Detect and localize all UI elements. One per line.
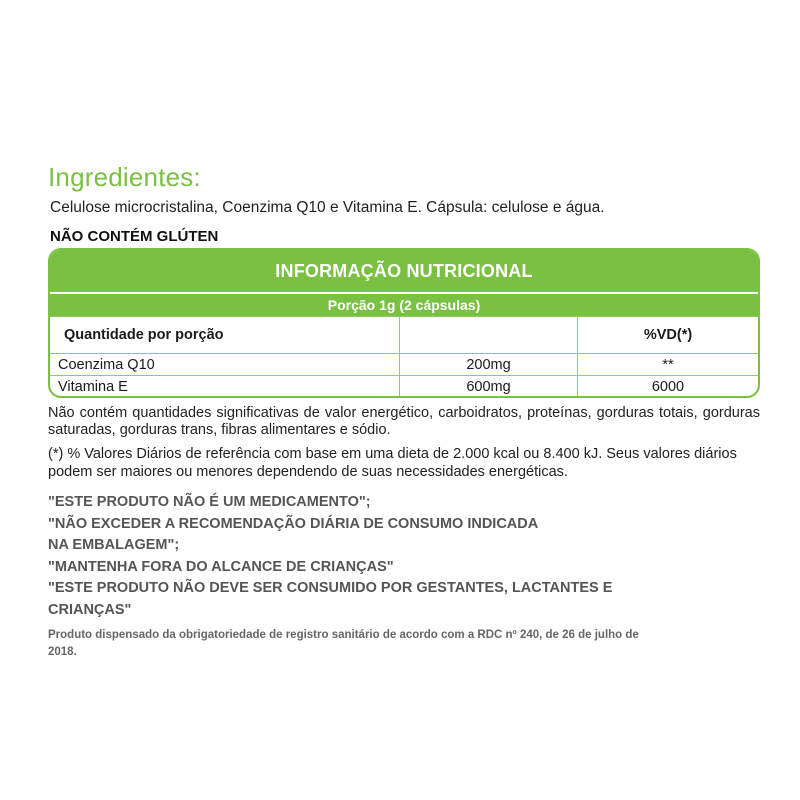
nutrition-title: INFORMAÇÃO NUTRICIONAL xyxy=(50,250,758,292)
warning-line: "ESTE PRODUTO NÃO DEVE SER CONSUMIDO POR GESTANTES, LACTANTES E xyxy=(48,580,613,596)
nutrient-name: Coenzima Q10 xyxy=(58,357,155,373)
ingredients-text: Celulose microcristalina, Coenzima Q10 e Vitamina E. Cápsula: celulose e água. xyxy=(50,199,605,216)
gluten-notice: NÃO CONTÉM GLÚTEN xyxy=(50,228,219,245)
nutrient-name: Vitamina E xyxy=(58,379,128,395)
nutrient-amount: 200mg xyxy=(399,354,577,375)
table-header-row xyxy=(50,316,758,353)
ingredients-title: Ingredientes: xyxy=(48,162,201,192)
vd-note: (*) % Valores Diários de referência com base em uma dieta de 2.000 kcal ou 8.400 kJ. Seus valores diários podem ser maiores ou menores dependendo de suas necessidades energéticas. xyxy=(48,446,737,480)
warning-line: "MANTENHA FORA DO ALCANCE DE CRIANÇAS" xyxy=(48,558,394,575)
nutrient-vd: 6000 xyxy=(577,376,758,397)
warning-line: "NÃO EXCEDER A RECOMENDAÇÃO DIÁRIA DE CONSUMO INDICADA xyxy=(48,515,539,532)
warnings-block xyxy=(48,492,760,621)
nutrient-vd: ** xyxy=(577,354,758,375)
header-amount xyxy=(399,317,577,353)
portion-size: Porção 1g (2 cápsulas) xyxy=(50,292,758,316)
warning-line: "ESTE PRODUTO NÃO É UM MEDICAMENTO"; xyxy=(48,494,371,510)
insignificant-note: Não contém quantidades significativas de valor energético, carboidratos, proteínas, gorduras totais, gorduras saturadas, gorduras trans, fibras alimentares e sódio. xyxy=(48,405,760,438)
nutrition-table xyxy=(48,248,760,398)
registration-disclaimer: Produto dispensado da obrigatoriedade de registro sanitário de acordo com a RDC nº 240, de 26 de julho de 2018. xyxy=(48,629,639,658)
header-vd: %VD(*) xyxy=(577,317,758,353)
warning-line: CRIANÇAS" xyxy=(48,601,132,618)
table-row xyxy=(50,353,758,375)
nutrient-amount: 600mg xyxy=(399,376,577,397)
warning-line: NA EMBALAGEM"; xyxy=(48,537,180,553)
table-row xyxy=(50,375,758,397)
header-quantity: Quantidade por porção xyxy=(64,327,224,343)
